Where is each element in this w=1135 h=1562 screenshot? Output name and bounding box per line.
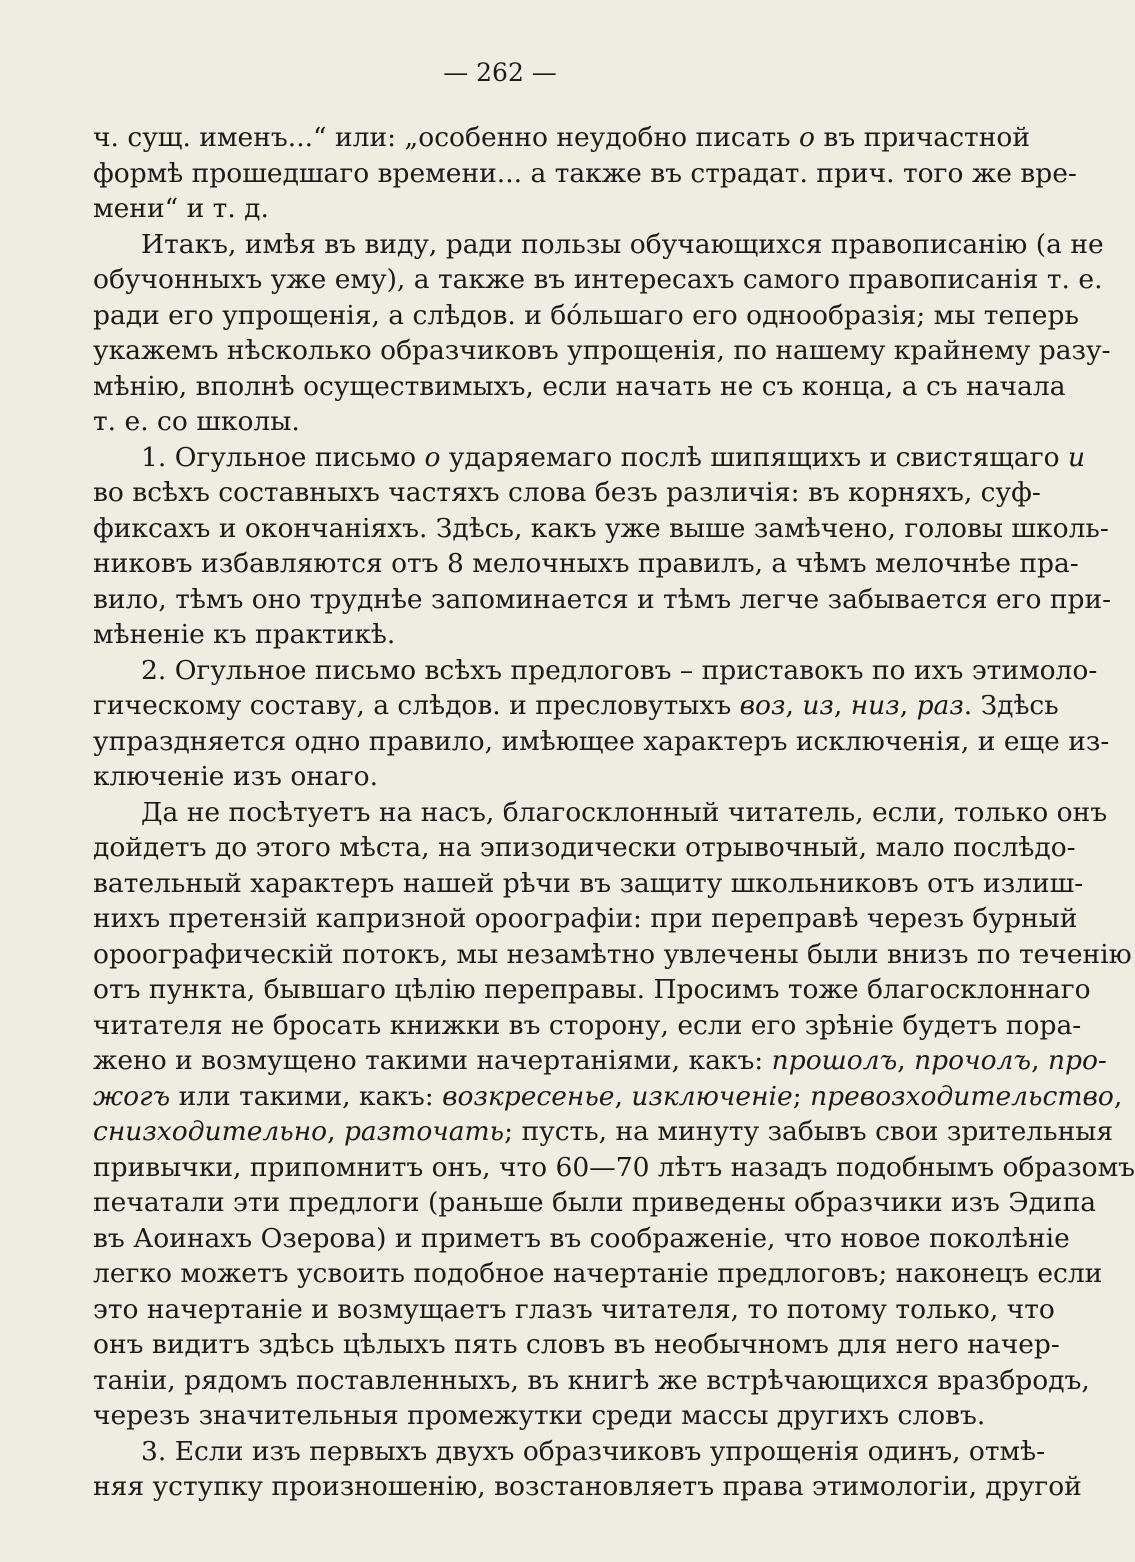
text-line (93, 511, 1109, 547)
text-run: 2. Огульное письмо всѣхъ предлоговъ – приставокъ по ихъ этимоло- (141, 654, 1098, 686)
text-line (93, 262, 1103, 298)
italic-word: прошолъ (771, 1045, 898, 1076)
text-run: Итакъ, имѣя въ виду, ради пользы обучающихся правописанію (а не (141, 228, 1104, 260)
text-line (93, 369, 1066, 405)
text-line (93, 1327, 1060, 1363)
text-run: ради его упрощенія, а слѣдов. и бóльшаго его однообразія; мы теперь (93, 299, 1079, 331)
italic-word: прочолъ (914, 1045, 1032, 1076)
text-run: читателя не бросать книжки въ сторону, если его зрѣніе будетъ пора- (93, 1009, 1082, 1041)
text-run: ч. сущ. именъ...“ или: „особенно неудобно писать (93, 122, 800, 153)
text-line (93, 1221, 1070, 1257)
text-line (93, 333, 1111, 369)
text-run: въ причастной (814, 122, 1030, 153)
text-run: ; пусть, на минуту забывъ свои зрительныя (504, 1116, 1114, 1147)
text-run: гическому составу, а слѣдов. и пресловутыхъ (93, 690, 740, 721)
text-line (93, 1185, 1097, 1221)
italic-word: и (1067, 441, 1086, 473)
text-run: формѣ прошедшаго времени... а также въ страдат. прич. того же вре- (93, 157, 1077, 189)
text-run: мѣнію, вполнѣ осуществимыхъ, если начать не съ конца, а съ начала (93, 370, 1066, 402)
text-line (93, 759, 923, 795)
text-line (93, 724, 1110, 760)
text-line (93, 1043, 1107, 1079)
text-run: привычки, припомнитъ онъ, что 60—70 лѣтъ назадъ подобнымъ образомъ (93, 1151, 1135, 1183)
text-run: дойдетъ до этого мѣста, на эпизодически отрывочный, мало послѣдо- (93, 832, 1076, 863)
text-run: нихъ претензій капризной ороографіи: при переправѣ черезъ бурный (93, 903, 1078, 934)
text-run: , (785, 690, 803, 721)
text-line (93, 1256, 1103, 1292)
text-run: , (897, 1045, 915, 1076)
text-run: мени“ и т. д. (93, 193, 269, 224)
text-run: , (1113, 1080, 1123, 1112)
text-run: вательный характеръ нашей рѣчи въ защиту школьниковъ отъ излиш- (93, 867, 1084, 899)
text-line (93, 404, 923, 440)
text-line (93, 1008, 1082, 1044)
text-run: ; (792, 1080, 811, 1112)
text-run: т. е. со школы. (93, 406, 300, 437)
text-line (93, 156, 1077, 192)
italic-word: низ (850, 690, 900, 721)
text-run: , (833, 690, 851, 721)
italic-word: о (799, 122, 815, 153)
text-run: отъ пункта, бывшаго цѣлію переправы. Просимъ тоже благосклоннаго (93, 974, 1091, 1005)
text-run: 1. Огульное письмо (141, 441, 425, 473)
text-run: . Здѣсь (963, 690, 1059, 721)
text-line (93, 795, 1108, 831)
italic-word: про- (1047, 1045, 1107, 1076)
text-run: жено и возмущено такими начертаніями, какъ: (93, 1045, 772, 1076)
text-line (93, 582, 1112, 618)
text-line (93, 1434, 1046, 1470)
text-run: печатали эти предлоги (раньше были приведены образчики изъ Эдипа (93, 1187, 1097, 1218)
text-line (93, 1363, 1090, 1399)
text-line (93, 653, 1098, 689)
text-run: фиксахъ и окончаніяхъ. Здѣсь, какъ уже выше замѣчено, головы школь- (93, 512, 1109, 544)
text-line (93, 298, 1079, 334)
text-line (93, 546, 1079, 582)
text-run: , (1031, 1045, 1048, 1076)
text-run: 3. Если изъ первыхъ двухъ образчиковъ упрощенія одинъ, отмѣ- (141, 1435, 1046, 1467)
text-run: , (327, 1116, 344, 1147)
text-run: это начертаніе и возмущаетъ глазъ читателя, то потому только, что (93, 1293, 1055, 1325)
text-run: онъ видитъ здѣсь цѣлыхъ пять словъ въ необычномъ для него начер- (93, 1329, 1060, 1360)
text-run: или такими, какъ: (170, 1080, 443, 1112)
text-line (93, 191, 923, 227)
text-line (93, 972, 1091, 1008)
text-line (93, 1469, 1082, 1505)
text-line (93, 901, 1078, 937)
italic-word: превозходительство (810, 1080, 1114, 1112)
text-run: въ Аоинахъ Озерова) и приметъ въ соображеніе, что новое поколѣніе (93, 1222, 1070, 1254)
italic-word: о (424, 441, 441, 473)
text-line (93, 688, 1059, 724)
text-line (93, 866, 1084, 902)
body-text (93, 120, 1135, 1505)
italic-word: возкресенье (442, 1080, 615, 1112)
text-line (93, 937, 1132, 973)
text-line (93, 227, 1104, 263)
italic-word: жогъ (93, 1080, 171, 1112)
text-run: , (614, 1080, 632, 1112)
text-run: легко можетъ усвоить подобное начертаніе предлоговъ; наконецъ если (93, 1258, 1103, 1289)
text-run: ударяемаго послѣ шипящихъ и свистящаго (440, 441, 1068, 473)
text-run: никовъ избавляются отъ 8 мелочныхъ правилъ, а чѣмъ мелочнѣе пра- (93, 548, 1079, 579)
text-line (93, 617, 923, 653)
italic-word: изключеніе (631, 1080, 793, 1112)
text-line (93, 1292, 1055, 1328)
text-line (93, 1398, 986, 1434)
text-run: во всѣхъ составныхъ частяхъ слова безъ различія: въ корняхъ, суф- (93, 477, 1041, 508)
italic-word: из (802, 690, 834, 721)
text-run: укажемъ нѣсколько образчиковъ упрощенія, по нашему крайнему разу- (93, 335, 1111, 366)
text-line (93, 1150, 1135, 1186)
text-run: обучонныхъ уже ему), а также въ интересахъ самого правописанія т. е. (93, 264, 1103, 295)
text-line (93, 440, 1086, 476)
text-run: Да не посѣтуетъ на насъ, благосклонный читатель, если, только онъ (141, 796, 1108, 828)
text-run: упраздняется одно правило, имѣющее характеръ исключенія, и еще из- (93, 725, 1110, 757)
italic-word: снизходительно (93, 1116, 328, 1147)
text-line (93, 475, 1041, 511)
text-line (93, 120, 1030, 156)
text-line (93, 1114, 1114, 1150)
text-run: , (899, 690, 917, 721)
text-run: няя уступку произношенію, возстановляетъ права этимологіи, другой (93, 1471, 1082, 1502)
italic-word: разточать (343, 1116, 505, 1147)
text-line (93, 1079, 1123, 1115)
italic-word: воз (739, 690, 786, 721)
text-run: черезъ значительныя промежутки среди массы другихъ словъ. (93, 1400, 986, 1431)
text-run: ключеніе изъ онаго. (93, 761, 378, 792)
text-line (93, 830, 1076, 866)
text-run: ороографическій потокъ, мы незамѣтно увлечены были внизъ по теченію (93, 938, 1132, 970)
text-run: вило, тѣмъ оно труднѣе запоминается и тѣмъ легче забывается его при- (93, 583, 1112, 615)
italic-word: раз (916, 690, 964, 721)
text-run: таніи, рядомъ поставленныхъ, въ книгѣ же встрѣчающихся вразбродъ, (93, 1364, 1090, 1396)
text-run: мѣненіе къ практикѣ. (93, 619, 396, 650)
page-number: — 262 — (443, 58, 557, 87)
